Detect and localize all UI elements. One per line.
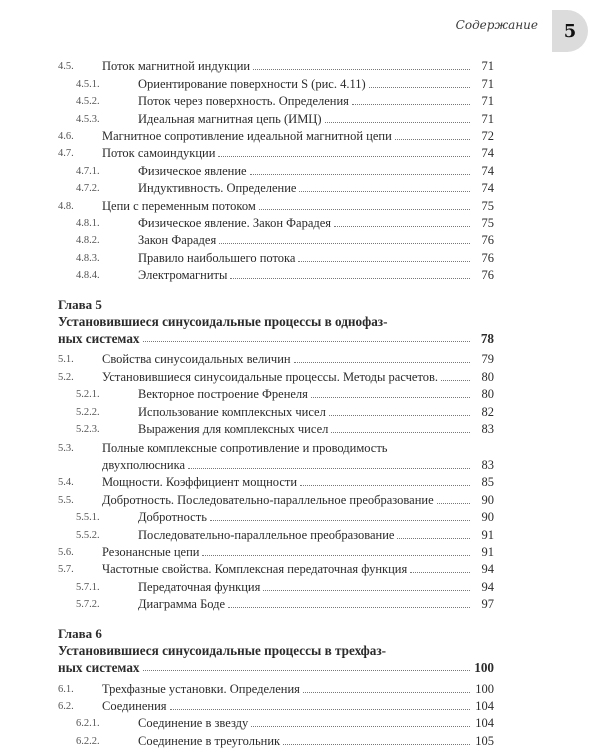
leader-dots	[334, 226, 470, 227]
toc-number: 4.6.	[58, 130, 74, 142]
toc-page: 71	[481, 59, 494, 74]
toc-title: Ориентирование поверхности S (рис. 4.11)	[138, 76, 369, 93]
toc-number: 5.6.	[58, 546, 74, 558]
leader-dots	[311, 397, 470, 398]
toc-number: 5.7.	[58, 564, 74, 576]
toc-title: Векторное построение Френеля	[138, 386, 311, 403]
chapter-title-line: ных системах	[58, 659, 143, 676]
toc-entry[interactable]	[58, 128, 494, 145]
toc-page: 74	[481, 146, 494, 161]
toc-page: 94	[481, 562, 494, 577]
toc-entry[interactable]	[58, 578, 494, 595]
leader-dots	[253, 69, 470, 70]
leader-dots	[294, 362, 470, 363]
toc-number: 4.8.4.	[76, 270, 100, 282]
toc-entry[interactable]	[58, 491, 494, 508]
toc-title: Свойства синусоидальных величин	[102, 351, 294, 368]
toc-number: 4.8.2.	[76, 235, 100, 247]
toc-page: 76	[481, 268, 494, 283]
toc-number: 5.3.	[58, 443, 74, 455]
toc-page: 71	[481, 76, 494, 91]
toc-number: 4.7.2.	[76, 183, 100, 195]
toc-entry[interactable]	[58, 197, 494, 214]
toc-entry[interactable]	[58, 509, 494, 526]
toc-number: 4.7.1.	[76, 165, 100, 177]
toc-title: Установившиеся синусоидальные процессы. Методы расчетов.	[102, 369, 441, 386]
toc-entry[interactable]	[58, 162, 494, 179]
toc-number: 5.5.1.	[76, 512, 100, 524]
toc-title: Диаграмма Боде	[138, 596, 228, 613]
toc-number: 5.7.2.	[76, 599, 100, 611]
toc-title: Поток самоиндукции	[102, 145, 218, 162]
toc-page: 100	[474, 660, 494, 676]
toc-page: 74	[481, 181, 494, 196]
toc-number: 4.8.3.	[76, 252, 100, 264]
toc-title: Выражения для комплексных чисел	[138, 421, 331, 438]
toc-entry[interactable]	[58, 438, 494, 474]
toc-page: 90	[481, 492, 494, 507]
toc-entry[interactable]	[58, 561, 494, 578]
toc-entry[interactable]	[58, 596, 494, 613]
toc-page: 104	[475, 716, 494, 731]
toc-entry[interactable]	[58, 732, 494, 749]
leader-dots	[352, 104, 470, 105]
toc-entry[interactable]	[58, 58, 494, 75]
toc-number: 6.1.	[58, 683, 74, 695]
toc-page: 80	[481, 369, 494, 384]
toc-title: Мощности. Коэффициент мощности	[102, 474, 300, 491]
toc-entry[interactable]	[58, 215, 494, 232]
leader-dots	[298, 261, 470, 262]
toc-section-6	[58, 680, 494, 750]
toc-section-4	[58, 58, 494, 284]
toc-page: 85	[481, 475, 494, 490]
toc-entry[interactable]	[58, 232, 494, 249]
toc-title: Закон Фарадея	[138, 232, 219, 249]
toc-number: 6.2.2.	[76, 735, 100, 747]
leader-dots	[299, 191, 470, 192]
toc-number: 6.2.1.	[76, 718, 100, 730]
leader-dots	[218, 156, 470, 157]
toc-title: Поток через поверхность. Определения	[138, 93, 352, 110]
leader-dots	[219, 243, 470, 244]
leader-dots	[170, 709, 470, 710]
toc-title: Поток магнитной индукции	[102, 58, 253, 75]
toc-page: 71	[481, 111, 494, 126]
toc-title: Соединения	[102, 698, 170, 715]
toc-number: 5.5.	[58, 494, 74, 506]
toc-number: 6.2.	[58, 700, 74, 712]
toc-title: Физическое явление. Закон Фарадея	[138, 215, 334, 232]
leader-dots	[331, 432, 470, 433]
leader-dots	[230, 278, 470, 279]
toc-number: 4.5.	[58, 61, 74, 73]
toc-page: 91	[481, 527, 494, 542]
toc-page: 94	[481, 579, 494, 594]
toc-entry[interactable]	[58, 145, 494, 162]
chapter-title-line: ных системах	[58, 330, 143, 347]
toc-title: Частотные свойства. Комплексная передаточная функция	[102, 561, 410, 578]
toc-title: Идеальная магнитная цепь (ИМЦ)	[138, 111, 325, 128]
toc-number: 4.8.	[58, 200, 74, 212]
toc-number: 5.1.	[58, 354, 74, 366]
page-number: 5	[552, 10, 588, 52]
toc-number: 5.2.1.	[76, 389, 100, 401]
toc-page: 78	[480, 331, 494, 347]
toc-entry[interactable]	[58, 474, 494, 491]
toc-entry[interactable]	[58, 421, 494, 438]
toc-entry[interactable]	[58, 368, 494, 385]
toc-number: 5.7.1.	[76, 581, 100, 593]
toc-page: 79	[481, 352, 494, 367]
toc-title: Соединение в треугольник	[138, 733, 283, 750]
leader-dots	[303, 692, 470, 693]
toc-page: 75	[481, 198, 494, 213]
toc-number: 4.5.3.	[76, 113, 100, 125]
leader-dots	[437, 503, 470, 504]
toc-entry[interactable]	[58, 267, 494, 284]
toc-page: 82	[481, 404, 494, 419]
toc-title: Электромагниты	[138, 267, 230, 284]
toc-page: 104	[475, 698, 494, 713]
toc-title: Индуктивность. Определение	[138, 180, 299, 197]
toc-title: Передаточная функция	[138, 579, 263, 596]
toc-page: 90	[481, 510, 494, 525]
toc-number: 5.5.2.	[76, 529, 100, 541]
toc-title: Резонансные цепи	[102, 544, 202, 561]
toc-entry[interactable]	[58, 698, 494, 715]
toc-page: 76	[481, 233, 494, 248]
toc-page: 76	[481, 250, 494, 265]
toc-title: Физическое явление	[138, 163, 250, 180]
toc-page: 72	[481, 128, 494, 143]
leader-dots	[202, 555, 470, 556]
toc-page: 80	[481, 387, 494, 402]
leader-dots	[325, 122, 471, 123]
chapter-5-label: Глава 5	[58, 297, 102, 313]
toc-title: Добротность. Последовательно-параллельное преобразование	[102, 492, 437, 509]
toc-entry[interactable]	[58, 351, 494, 368]
leader-dots	[283, 744, 470, 745]
toc-entry[interactable]	[58, 544, 494, 561]
toc-page: 71	[481, 94, 494, 109]
toc-title-continued: двухполюсника	[102, 457, 188, 474]
leader-dots	[143, 341, 470, 342]
toc-title: Цепи с переменным потоком	[102, 198, 259, 215]
table-of-contents	[58, 58, 494, 750]
leader-dots	[250, 174, 470, 175]
toc-entry[interactable]	[58, 526, 494, 543]
toc-number: 4.7.	[58, 148, 74, 160]
chapter-6-label: Глава 6	[58, 626, 102, 642]
toc-title: Полные комплексные сопротивление и проводимость	[102, 440, 391, 457]
toc-number: 5.2.3.	[76, 424, 100, 436]
running-title: Содержание	[455, 18, 538, 32]
leader-dots	[397, 538, 470, 539]
toc-page: 75	[481, 215, 494, 230]
toc-page: 83	[481, 422, 494, 437]
toc-title: Использование комплексных чисел	[138, 404, 329, 421]
toc-entry[interactable]	[58, 403, 494, 420]
leader-dots	[441, 380, 470, 381]
toc-section-5	[58, 351, 494, 613]
toc-title: Трехфазные установки. Определения	[102, 681, 303, 698]
toc-page: 97	[481, 597, 494, 612]
toc-entry[interactable]	[58, 180, 494, 197]
leader-dots	[300, 485, 470, 486]
leader-dots	[251, 726, 470, 727]
leader-dots	[263, 590, 470, 591]
leader-dots	[329, 415, 470, 416]
leader-dots	[259, 209, 470, 210]
toc-entry[interactable]	[58, 715, 494, 732]
chapter-title-line: Установившиеся синусоидальные процессы в трехфаз-	[58, 643, 387, 659]
toc-number: 5.2.	[58, 371, 74, 383]
toc-number: 5.2.2.	[76, 406, 100, 418]
leader-dots	[228, 607, 470, 608]
toc-page: 91	[481, 544, 494, 559]
toc-page: 83	[481, 458, 494, 473]
leader-dots	[143, 670, 470, 671]
toc-title: Последовательно-параллельное преобразование	[138, 527, 397, 544]
toc-title: Добротность	[138, 509, 210, 526]
toc-entry[interactable]	[58, 249, 494, 266]
toc-entry[interactable]	[58, 93, 494, 110]
toc-title: Соединение в звезду	[138, 715, 251, 732]
toc-number: 5.4.	[58, 477, 74, 489]
leader-dots	[210, 520, 470, 521]
toc-number: 4.8.1.	[76, 217, 100, 229]
toc-title: Правило наибольшего потока	[138, 250, 298, 267]
chapter-5-title[interactable]	[58, 313, 494, 347]
toc-entry[interactable]	[58, 75, 494, 92]
toc-page: 74	[481, 163, 494, 178]
toc-page: 100	[475, 681, 494, 696]
leader-dots	[188, 468, 470, 469]
toc-page: 105	[475, 733, 494, 748]
toc-number: 4.5.1.	[76, 78, 100, 90]
leader-dots	[395, 139, 470, 140]
toc-title: Магнитное сопротивление идеальной магнитной цепи	[102, 128, 395, 145]
leader-dots	[410, 572, 470, 573]
chapter-title-line: Установившиеся синусоидальные процессы в однофаз-	[58, 314, 388, 330]
toc-entry[interactable]	[58, 110, 494, 127]
toc-number: 4.5.2.	[76, 96, 100, 108]
toc-entry[interactable]	[58, 386, 494, 403]
leader-dots	[369, 87, 470, 88]
chapter-6-title[interactable]	[58, 642, 494, 676]
toc-entry[interactable]	[58, 680, 494, 697]
